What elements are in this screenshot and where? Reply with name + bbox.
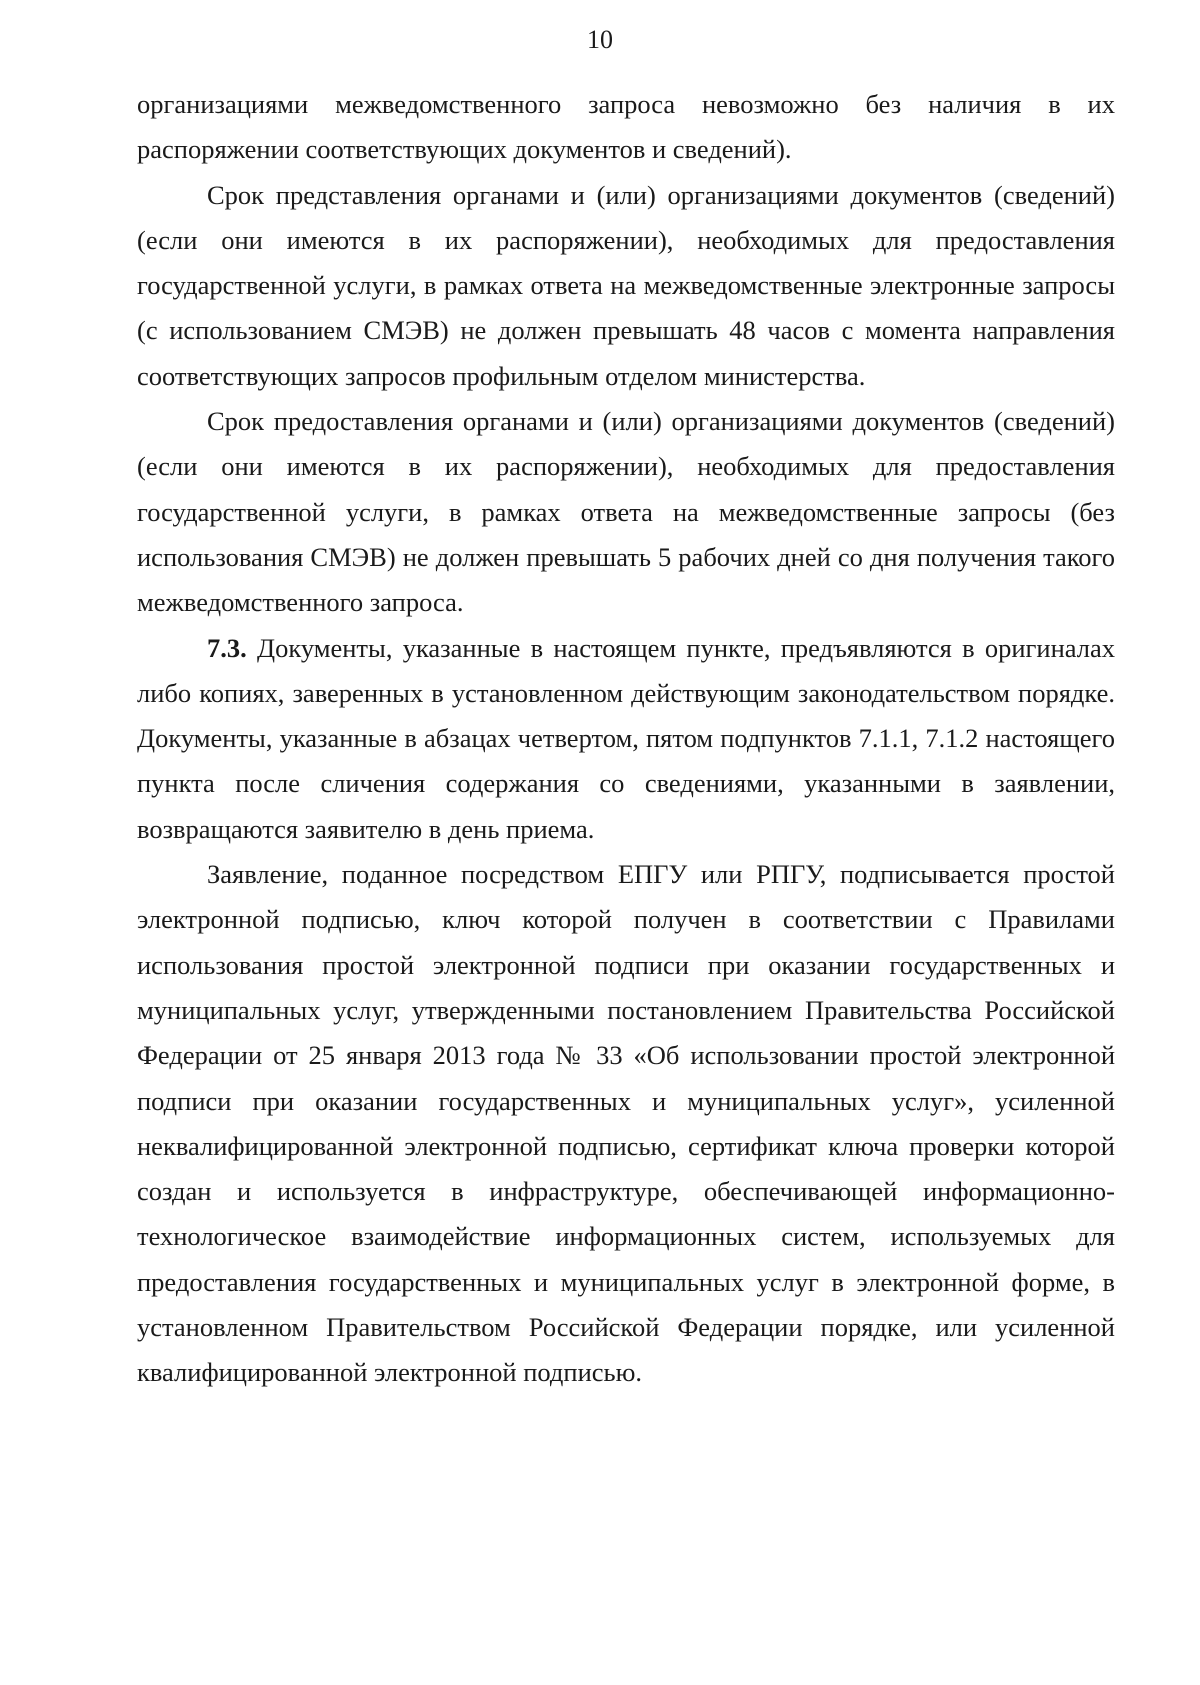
- clause-text: Документы, указанные в настоящем пункте, предъявляются в оригиналах либо копиях, заверенных в установленном действующим законодательством порядке. Документы, указанные в абзацах четвертом, пятом подпунктов 7.1.1, 7.1.2 настоящего пункта после сличения содержания со сведениями, указанными в заявлении, возвращаются заявителю в день приема.: [137, 632, 1115, 844]
- document-body: [137, 82, 1115, 1396]
- paragraph-clause-7-3: [137, 626, 1115, 852]
- paragraph-continuation: организациями межведомственного запроса невозможно без наличия в их распоряжении соответствующих документов и сведений).: [137, 89, 1115, 165]
- paragraph-electronic-signature: Заявление, поданное посредством ЕПГУ или РПГУ, подписывается простой электронной подписью, ключ которой получен в соответствии с Правилами использования простой электронной подписи при оказании государственных и муниципальных услуг, утвержденными постановлением Правительства Российской Федерации от 25 января 2013 года № 33 «Об использовании простой электронной подписи при оказании государственных и муниципальных услуг», усиленной неквалифицированной электронной подписью, сертификат ключа проверки которой создан и используется в инфраструктуре, обеспечивающей информационно-технологическое взаимодействие информационных систем, используемых для предоставления государственных и муниципальных услуг в электронной форме, в установленном Правительством Российской Федерации порядке, или усиленной квалифицированной электронной подписью.: [137, 859, 1115, 1388]
- paragraph-smev-electronic-deadline: Срок представления органами и (или) организациями документов (сведений) (если они имеются в их распоряжении), необходимых для предоставления государственной услуги, в рамках ответа на межведомственные электронные запросы (с использованием СМЭВ) не должен превышать 48 часов с момента направления соответствующих запросов профильным отделом министерства.: [137, 179, 1115, 391]
- paragraph-non-smev-deadline: Срок предоставления органами и (или) организациями документов (сведений) (если они имеются в их распоряжении), необходимых для предоставления государственной услуги, в рамках ответа на межведомственные запросы (без использования СМЭВ) не должен превышать 5 рабочих дней со дня получения такого межведомственного запроса.: [137, 406, 1115, 618]
- clause-number: 7.3.: [207, 632, 247, 663]
- page-number: 10: [587, 25, 613, 54]
